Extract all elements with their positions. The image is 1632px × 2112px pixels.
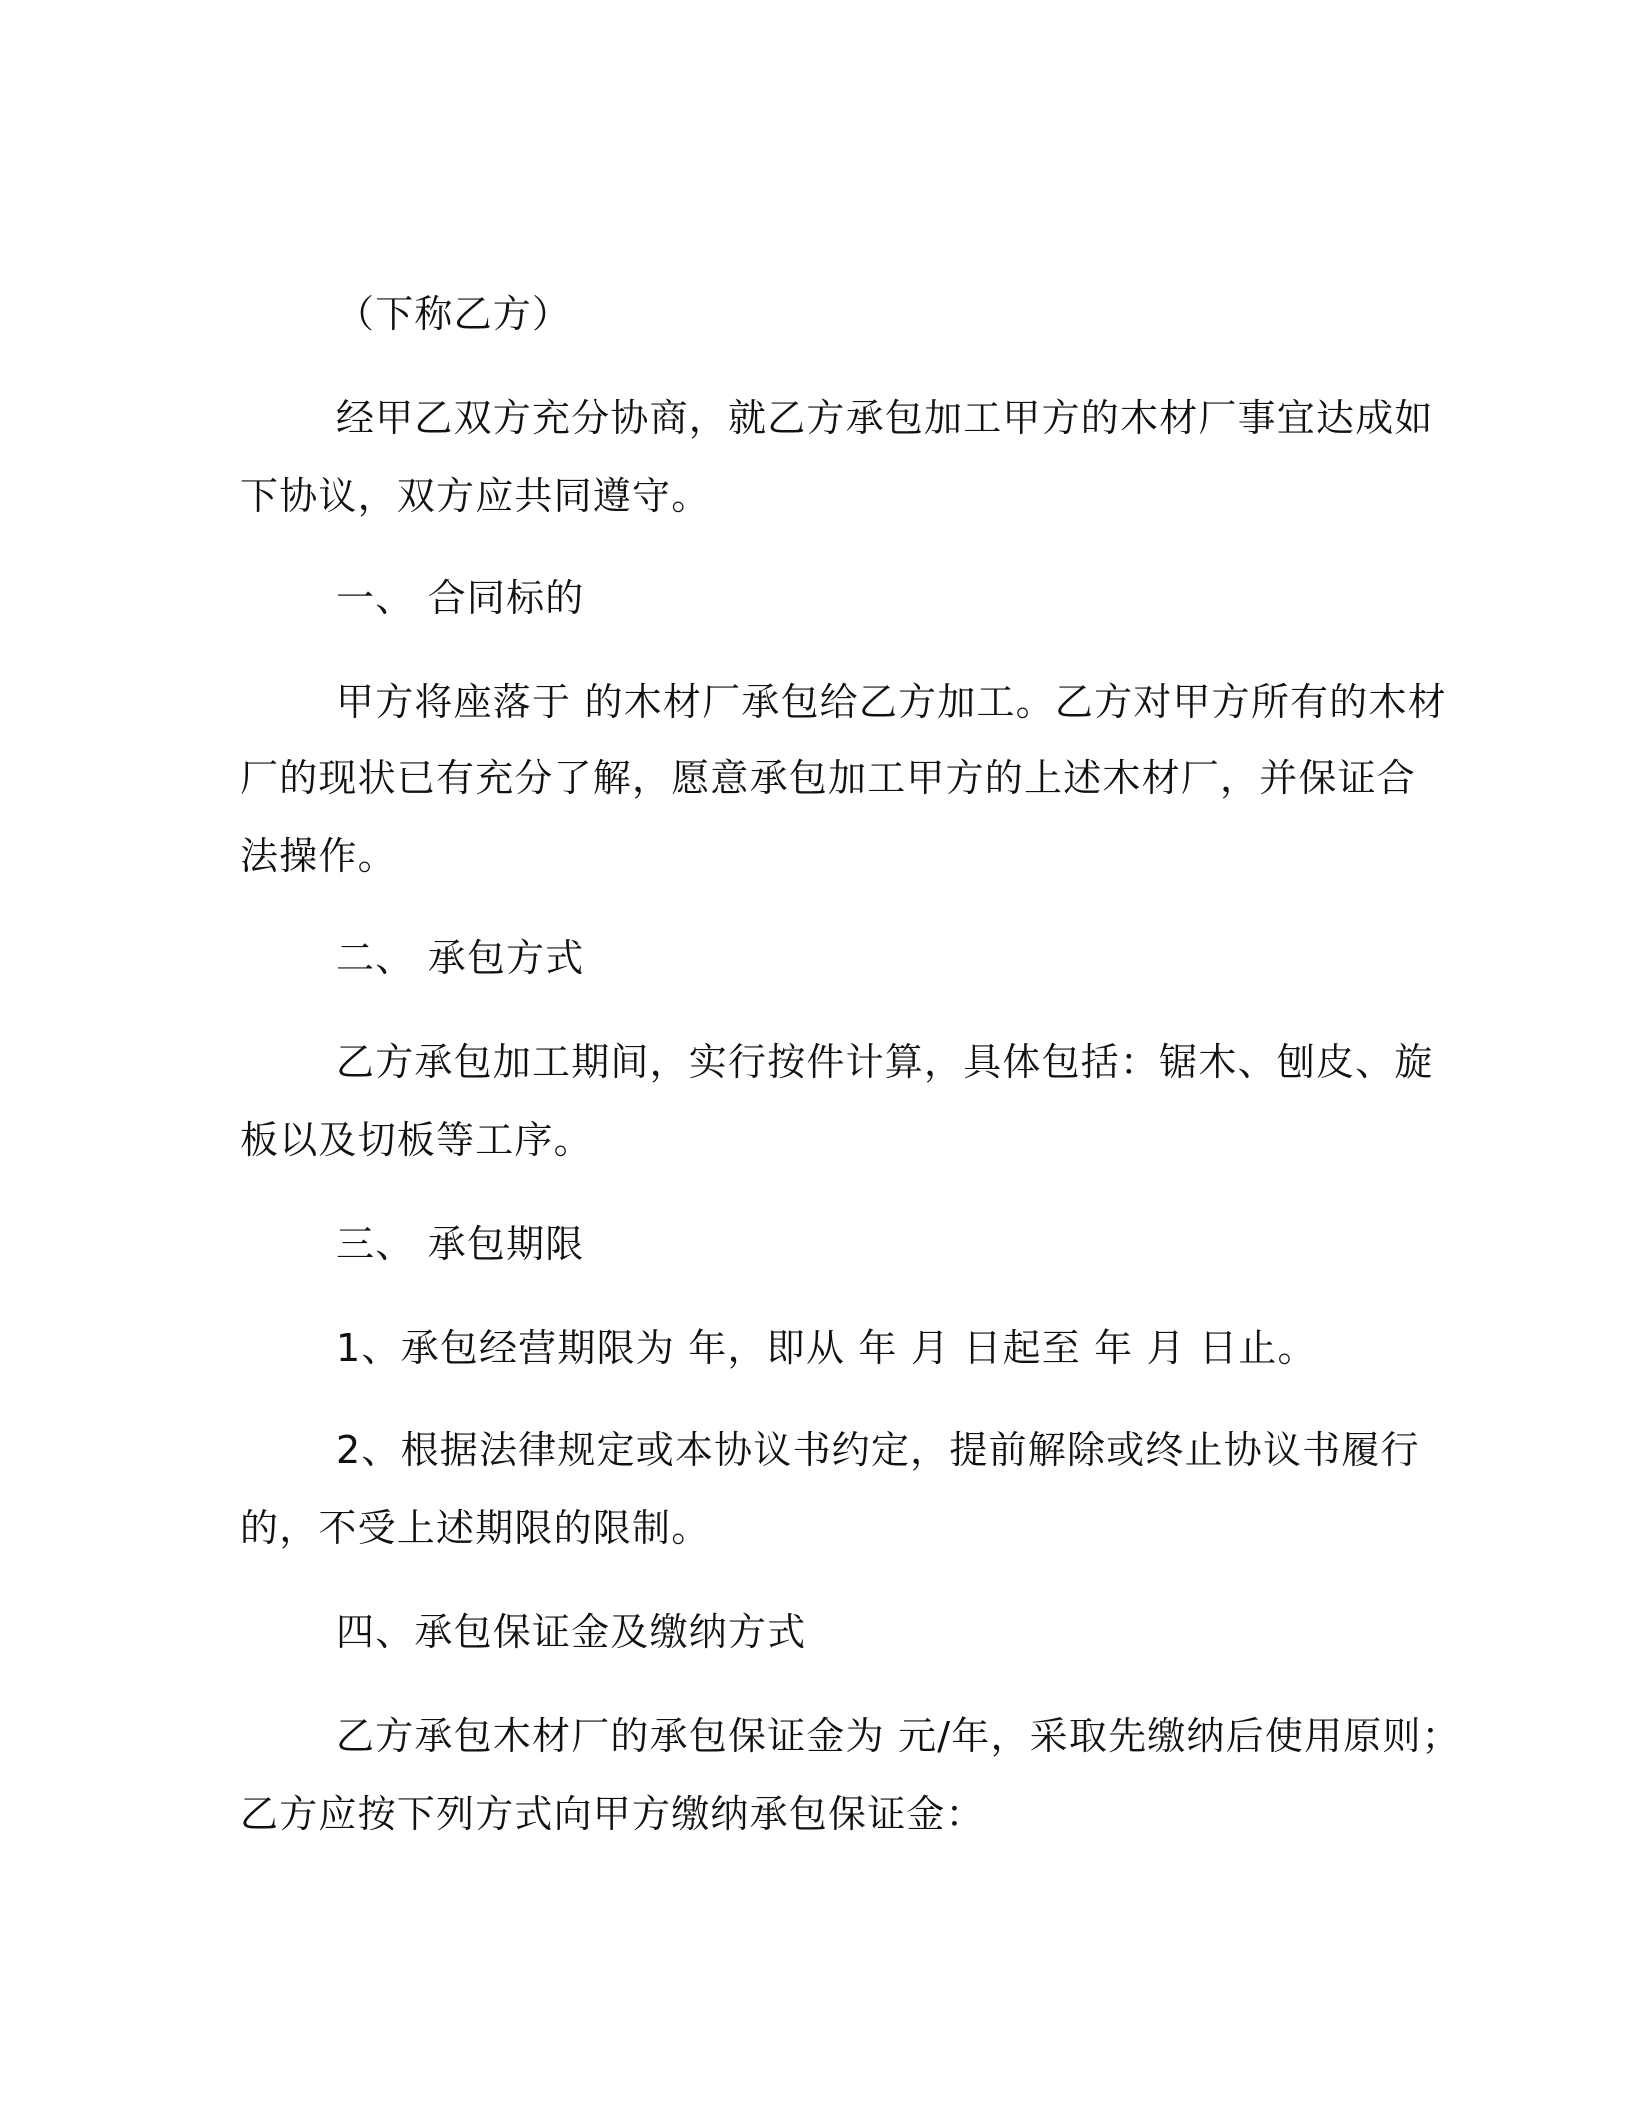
section-4-line-2: 乙方应按下列方式向甲方缴纳承包保证金： <box>240 1792 985 1836</box>
section-4-heading: 四、承包保证金及缴纳方式 <box>336 1610 807 1654</box>
section-1-line-2: 厂的现状已有充分了解，愿意承包加工甲方的上述木材厂，并保证合 <box>240 756 1417 800</box>
section-1-line-3: 法操作。 <box>240 834 397 878</box>
section-2-line-2: 板以及切板等工序。 <box>240 1118 593 1162</box>
preamble-line-2: 下协议，双方应共同遵守。 <box>240 474 711 518</box>
section-3-item-1: 1、承包经营期限为 年，即从 年 月 日起至 年 月 日止。 <box>336 1326 1317 1370</box>
section-1-line-1: 甲方将座落于 的木材厂承包给乙方加工。乙方对甲方所有的木材 <box>336 680 1447 724</box>
party-b-note: （下称乙方） <box>336 292 572 336</box>
section-4-line-1: 乙方承包木材厂的承包保证金为 元/年，采取先缴纳后使用原则； <box>336 1714 1461 1758</box>
section-2-line-1: 乙方承包加工期间，实行按件计算，具体包括：锯木、刨皮、旋 <box>336 1040 1434 1084</box>
section-1-heading: 一、 合同标的 <box>336 576 585 620</box>
section-3-item-2-line-2: 的，不受上述期限的限制。 <box>240 1506 711 1550</box>
section-3-heading: 三、 承包期限 <box>336 1222 585 1266</box>
preamble-line-1: 经甲乙双方充分协商，就乙方承包加工甲方的木材厂事宜达成如 <box>336 396 1434 440</box>
section-2-heading: 二、 承包方式 <box>336 936 585 980</box>
section-3-item-2-line-1: 2、根据法律规定或本协议书约定，提前解除或终止协议书履行 <box>336 1428 1420 1472</box>
